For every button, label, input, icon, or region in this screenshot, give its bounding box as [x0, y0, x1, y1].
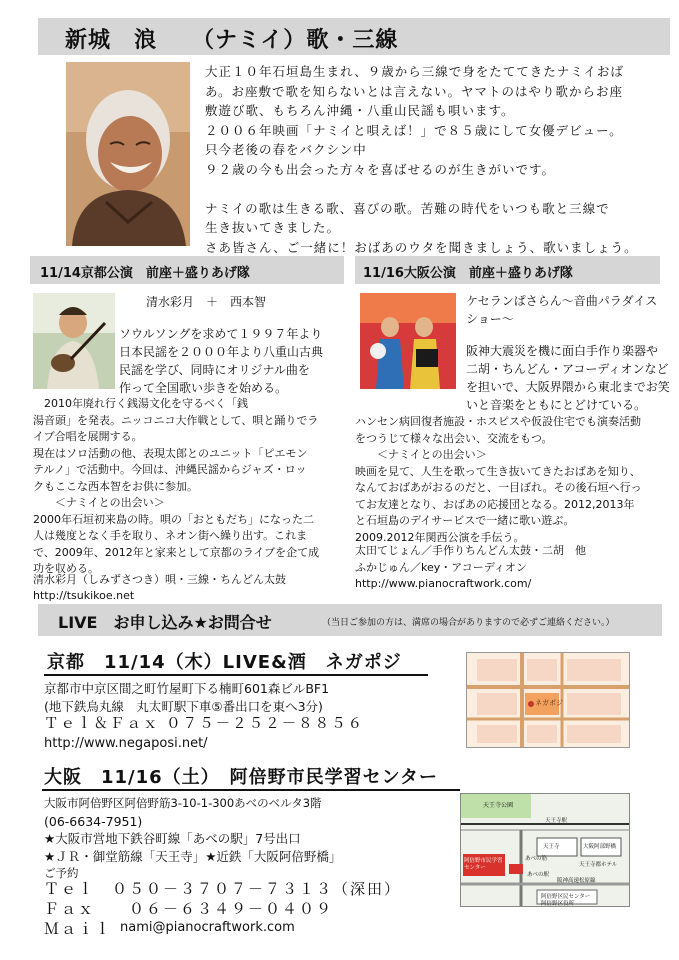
osaka-map-label: あべの駅 — [527, 872, 550, 878]
page-title: 新城 浪 （ナミイ）歌・三線 — [65, 28, 399, 53]
osaka-map-label: あべの筋 — [525, 856, 548, 862]
osaka-body-line: と石垣島のデイサービスで一緒に歌い遊ぶ。 — [355, 514, 575, 527]
osaka-map — [460, 793, 630, 907]
intro-line: ナミイの歌は生きる歌、喜びの歌。苦難の時代をいつも歌と三線で — [205, 200, 610, 216]
kyoto-body-line: 人は幾度となく手を取り、ネオン街へ繰り出す。これま — [33, 529, 308, 542]
osaka-credit-line: ふかじゅん／key・アコーディオン — [355, 560, 527, 574]
intro-line: さあ皆さん、ご一緒に！おばあのウタを聞きましょう、歌いましょう。 — [205, 239, 638, 255]
kyoto-body-line: 湯音頭」を発表。ニッコニコ大作戦として、唄と踊りでラ — [33, 413, 319, 427]
osaka-body-line: いと音楽をともにとどけている。 — [466, 398, 647, 412]
osaka-group-name-line: ケセランぱさらん～音曲パラダイス — [466, 294, 658, 308]
kyoto-body-line: テルノ」で活動中。今回は、沖縄民謡からジャズ・ロッ — [33, 463, 307, 476]
kyoto-body-line: 作って全国歌い歩きを始める。 — [119, 381, 288, 395]
kyoto-performer-link[interactable]: http://tsukikoe.net — [33, 589, 135, 602]
intro-line: 只今老後の春をバクシン中 — [205, 142, 367, 157]
intro-line: 大正１０年石垣島生まれ、９歳から三線で身をたててきたナミイおば — [205, 64, 624, 79]
osaka-body-line: 2009.2012年関西公演を手伝う。 — [355, 530, 525, 544]
osaka-map-label: 阪神高速松原線 — [557, 878, 596, 884]
osaka-performer-photo — [360, 293, 456, 389]
intro-line: ９２歳の今も出会った方々を喜ばせるのが生きがいです。 — [205, 161, 556, 177]
intro-line: 敷遊び歌、もちろん沖縄・八重山民謡も唄います。 — [205, 103, 515, 118]
kyoto-map — [466, 652, 630, 748]
kyoto-venue-access: (地下鉄烏丸線 丸太町駅下車⑤番出口を東へ3分) — [44, 699, 323, 714]
osaka-body-line: 二胡・ちんどん・アコーディオンなど — [466, 362, 669, 376]
osaka-fax: Ｆａｘ ０６－６３４９－０４０９ — [44, 900, 334, 918]
kyoto-body-line: 2000年石垣初来島の時。唄の「おともだち」になった二 — [33, 512, 314, 526]
nami-portrait-photo — [66, 62, 190, 246]
intro-line: 生き抜いてきました。 — [205, 220, 341, 235]
kyoto-map-shop-label: ネガポジ — [535, 699, 563, 707]
osaka-venue-phone: (06-6634-7951) — [44, 813, 143, 829]
live-bar-note: （当日ご参加の方は、満席の場合がありますので必ずご連絡ください。） — [322, 618, 615, 628]
kyoto-body-line: 功を収める。 — [33, 562, 99, 575]
kyoto-body-line: イブ合唱を展開する。 — [33, 430, 143, 443]
osaka-tel: Ｔｅｌ ０５０－３７０７－７３１３（深田） — [44, 880, 402, 898]
osaka-group-name-line: ショー～ — [466, 312, 514, 326]
kyoto-performers: 清水彩月 ＋ 西本智 — [146, 295, 267, 309]
osaka-body-line: ＜ナミイとの出会い＞ — [355, 448, 487, 461]
osaka-venue-underline — [42, 789, 460, 791]
osaka-performer-link[interactable]: http://www.pianocraftwork.com/ — [355, 577, 532, 590]
kyoto-venue-link[interactable]: http://www.negaposi.net/ — [44, 736, 208, 751]
kyoto-body-line: 民謡を学び、同時にオリジナル曲を — [119, 363, 310, 377]
osaka-map-label: 阿倍野区役所 — [541, 901, 575, 907]
intro-text — [205, 62, 675, 257]
kyoto-venue-address: 京都市中京区間之町竹屋町下る楠町601森ビルBF1 — [44, 681, 330, 696]
kyoto-credit: 清水彩月（しみずさつき）唄・三線・ちんどん太鼓 — [33, 573, 286, 586]
osaka-credit-line: 太田てじょん／手作りちんどん太鼓・二胡 他 — [355, 544, 586, 557]
osaka-map-label: 阿倍野区民センター — [541, 894, 591, 900]
kyoto-body-line: クもここな西本智をお供に参加。 — [33, 479, 198, 493]
osaka-group-name — [466, 292, 657, 328]
osaka-mail-label: Ｍａｉｌ — [44, 920, 113, 938]
osaka-map-label: 天王寺 — [543, 844, 560, 850]
osaka-venue-access: ★大阪市営地下鉄谷町線「あべの駅」7号出口 — [44, 831, 301, 846]
osaka-map-label: 天王寺公園 — [483, 802, 514, 809]
kyoto-body-line: で、2009年、2012年と家来として京都のライブを企て成 — [33, 545, 320, 559]
kyoto-body-line: 現在はソロ活動の他、表現太郎とのユニット「ピエモン — [33, 446, 308, 460]
osaka-show-body-cont — [355, 414, 667, 546]
osaka-venue-title: 大阪 11/16（土） 阿倍野市民学習センター — [44, 767, 438, 788]
osaka-reserve-label: ご予約 — [44, 866, 79, 880]
osaka-show-body — [466, 342, 670, 414]
osaka-mail-link[interactable]: nami@pianocraftwork.com — [120, 920, 295, 935]
live-bar-title: LIVE お申し込み★お問合せ — [58, 613, 272, 632]
intro-line: ２００６年映画「ナミイと唄えば！」で８５歳にして女優デビュー。 — [205, 122, 623, 138]
osaka-body-line: を担いで、大阪界隈から東北までお笑 — [466, 380, 670, 394]
osaka-map-label: 阿倍野市民学習センター — [464, 858, 503, 871]
osaka-map-label: 天王寺都ホテル — [579, 862, 618, 868]
osaka-map-label: 天王寺駅 — [545, 818, 568, 824]
kyoto-body-line: 日本民謡を２０００年より八重山古典 — [119, 345, 324, 359]
intro-line: あ。お座敷で歌を知らないとは言えない。ヤマトのはやり歌からお座 — [205, 83, 624, 99]
osaka-body-line: なんておばあがおるのだと、一目ぼれ。その後石垣へ行っ — [355, 481, 642, 494]
osaka-venue-details — [44, 795, 341, 883]
osaka-show-header: 11/16大阪公演 前座＋盛りあげ隊 — [363, 266, 573, 281]
kyoto-body-line: ソウルソングを求めて１９９７年より — [119, 327, 323, 341]
intro-line — [205, 179, 675, 199]
kyoto-venue-underline — [44, 674, 428, 676]
osaka-body-line: てお友達となり、おばあの応援団となる。2012,2013年 — [355, 497, 635, 511]
kyoto-body-line: ＜ナミイとの出会い＞ — [33, 496, 165, 509]
kyoto-venue-tel: Ｔｅｌ＆Ｆａｘ ０７５－２５２－８８５６ — [44, 716, 365, 732]
osaka-venue-access: ★ＪＲ・御堂筋線「天王寺」★近鉄「大阪阿倍野橋」 — [44, 848, 342, 864]
kyoto-show-body-cont — [33, 396, 345, 578]
kyoto-body-line: 2010年廃れ行く銭湯文化を守るべく「銭 — [33, 397, 248, 410]
kyoto-show-body — [119, 325, 323, 397]
kyoto-venue-details — [44, 680, 329, 716]
kyoto-venue-title: 京都 11/14（木）LIVE&酒 ネガポジ — [47, 652, 402, 673]
osaka-venue-address: 大阪市阿倍野区阿倍野筋3-10-1-300あべのベルタ3階 — [44, 796, 322, 810]
kyoto-performer-photo — [33, 293, 115, 389]
osaka-credits — [355, 543, 586, 593]
osaka-body-line: 映画を見て、人生を歌って生き抜いてきたおばあを知り、 — [355, 464, 641, 478]
kyoto-show-header: 11/14京都公演 前座＋盛りあげ隊 — [40, 266, 250, 281]
osaka-body-line: をつうじて様々な出会い、交流をもつ。 — [355, 431, 553, 445]
osaka-body-line: ハンセン病回復者施設・ホスピスや仮設住宅でも演奏活動 — [355, 415, 641, 428]
osaka-map-label: 大阪阿部野橋 — [583, 844, 617, 850]
osaka-body-line: 阪神大震災を機に面白手作り楽器や — [466, 344, 659, 358]
